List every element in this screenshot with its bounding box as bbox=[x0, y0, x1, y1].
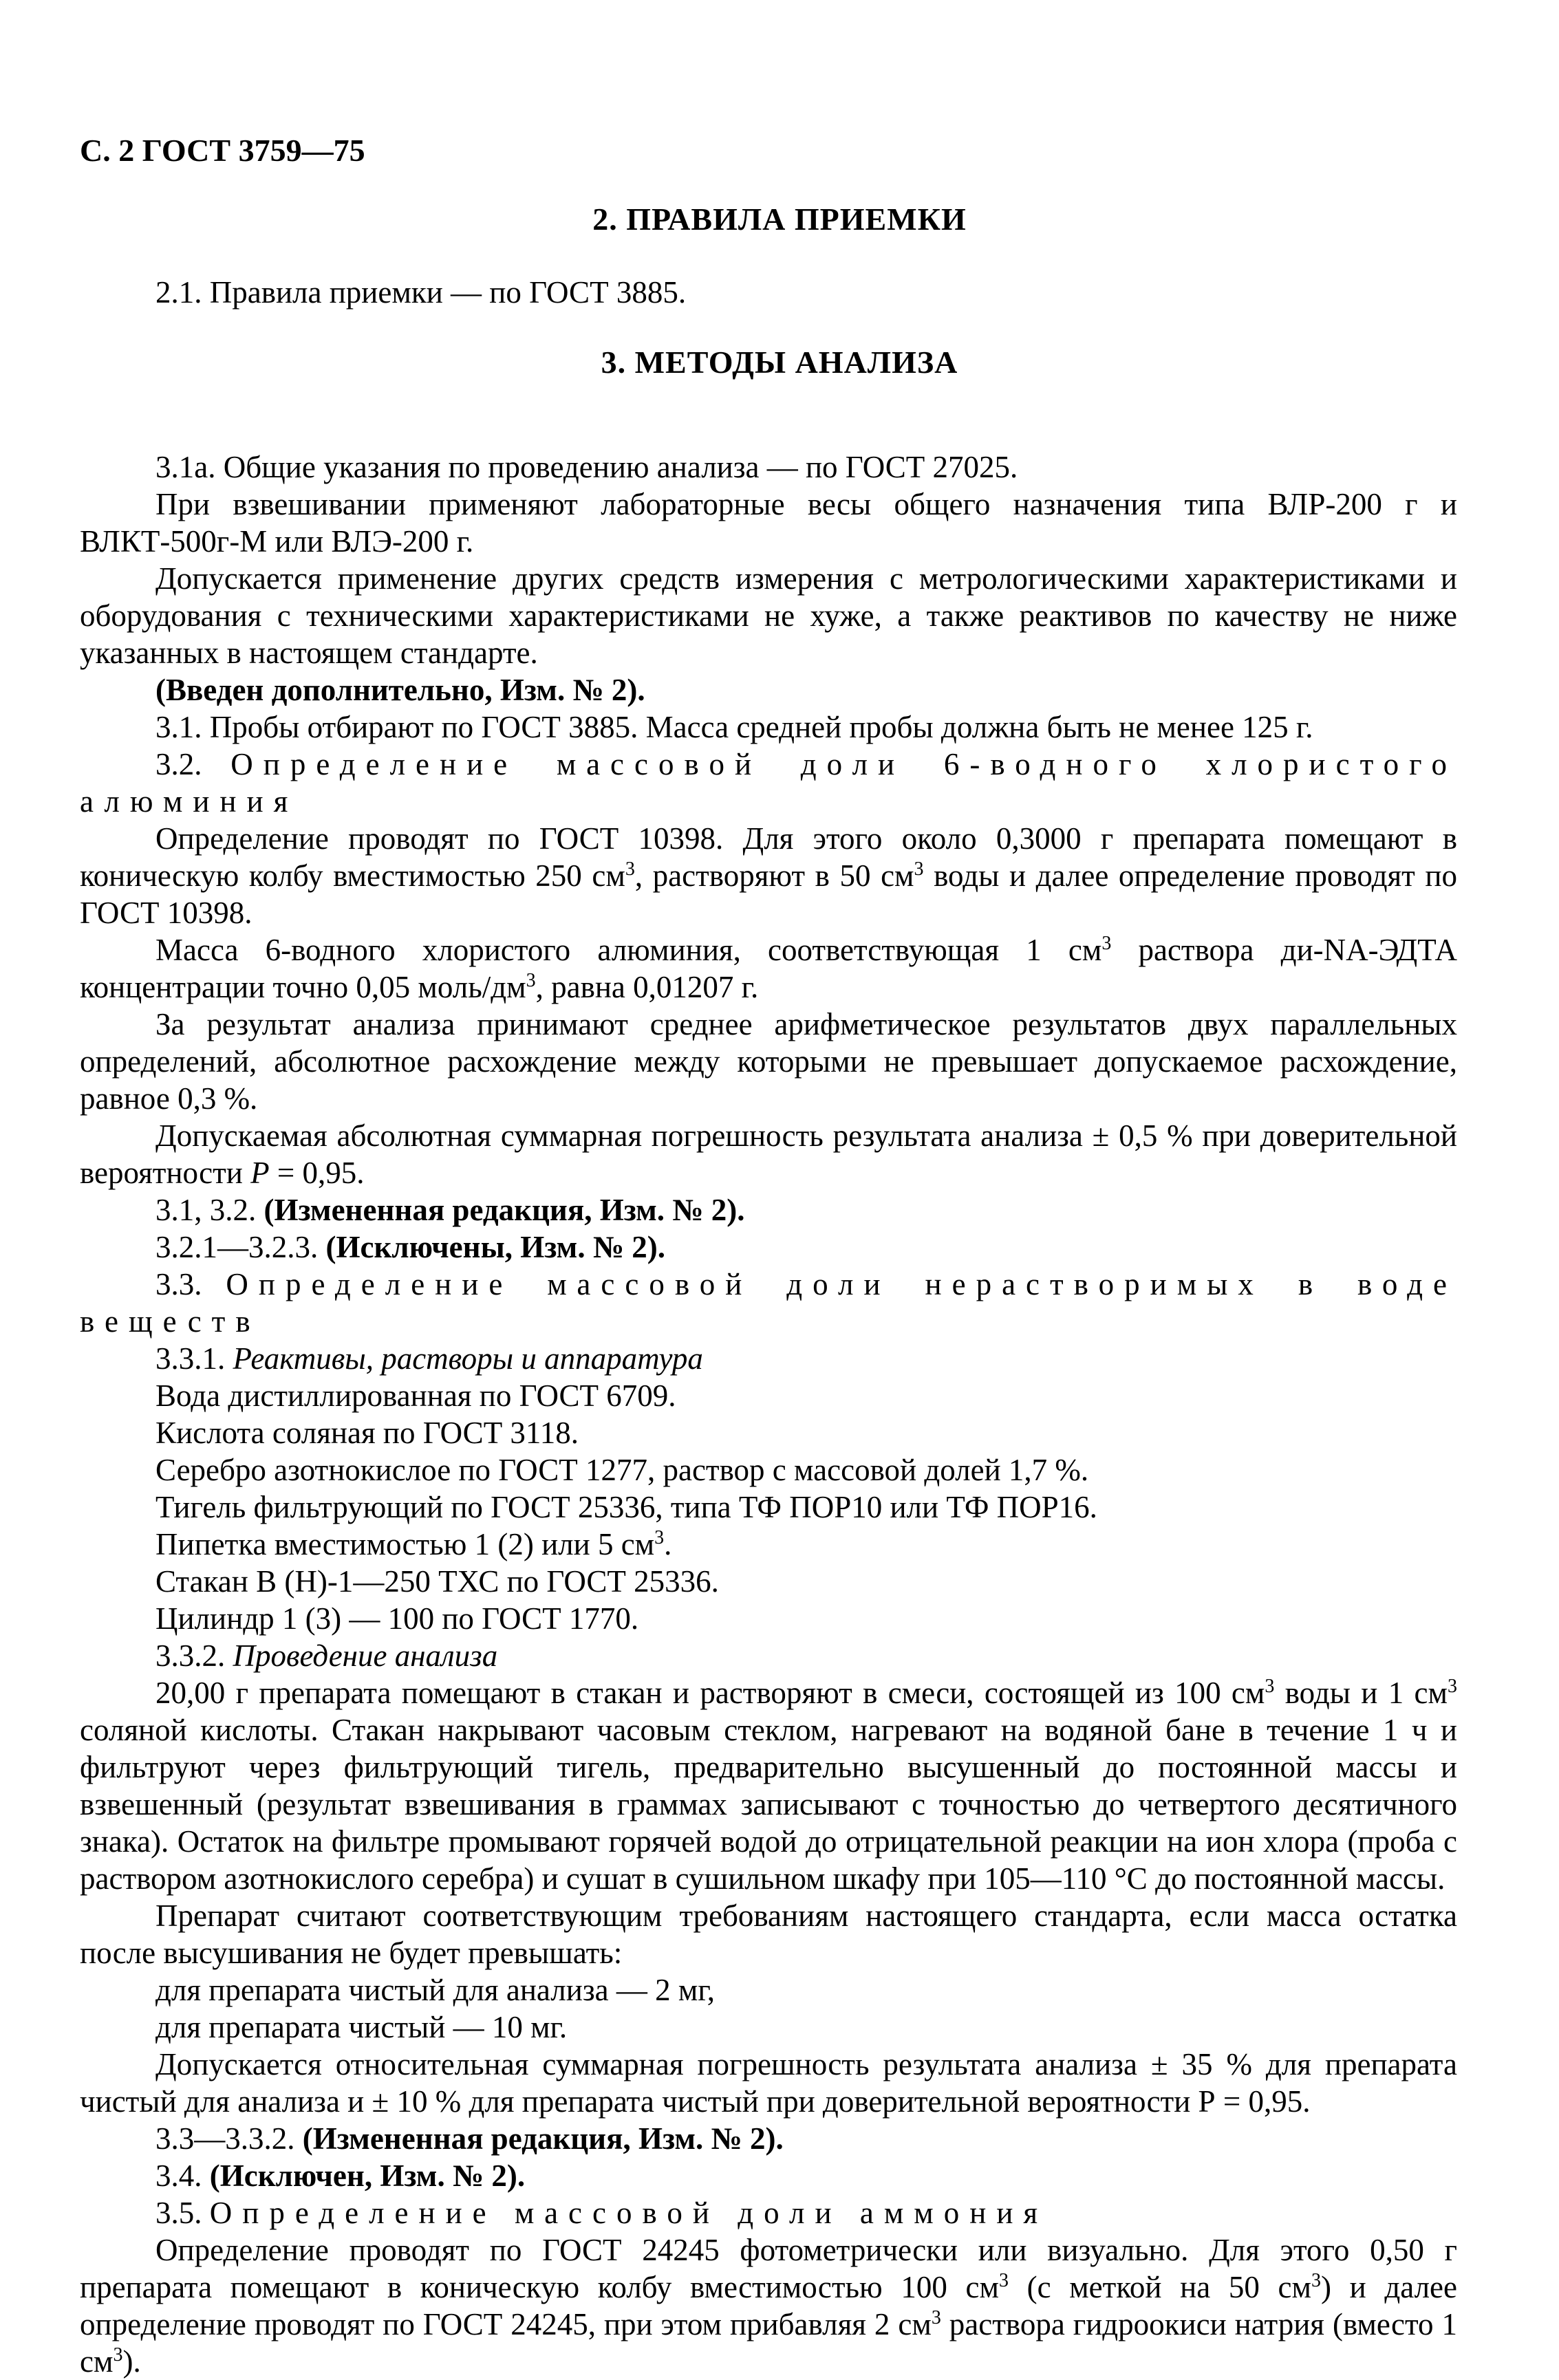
clause-3-3-heading bbox=[80, 1266, 1457, 1340]
superscript: 3 bbox=[914, 858, 924, 880]
clause-3-2-error bbox=[80, 1117, 1457, 1191]
superscript: 3 bbox=[1311, 2270, 1321, 2291]
page-header: С. 2 ГОСТ 3759—75 bbox=[80, 133, 365, 168]
superscript: 3 bbox=[1448, 1676, 1458, 1697]
note-changed-3-1-3-2 bbox=[80, 1191, 1457, 1229]
criterion-item: для препарата чистый для анализа — 2 мг, bbox=[155, 1973, 715, 2007]
section-3-body bbox=[80, 448, 1457, 2380]
text-fragment: воды и далее определение проводят по ГОСТ 10398. bbox=[80, 858, 1457, 930]
clause-number: 3.4. bbox=[155, 2159, 210, 2193]
superscript: 3 bbox=[625, 858, 635, 880]
text-fragment: , растворяют в 50 см bbox=[634, 858, 914, 893]
clause-number: 3.1, 3.2. bbox=[155, 1193, 264, 1227]
section-2-title: 2. ПРАВИЛА ПРИЕМКИ bbox=[592, 202, 967, 237]
clause-title: Реактивы, растворы и аппаратура bbox=[233, 1341, 703, 1376]
superscript: 3 bbox=[654, 1527, 665, 1548]
note-excluded-3-2-1 bbox=[80, 1229, 1457, 1266]
clause-title: Определение массовой доли 6-водного хлористого алюминия bbox=[80, 747, 1457, 819]
criterion-item: для препарата чистый — 10 мг. bbox=[155, 2010, 568, 2044]
reagent-item: Стакан В (Н)-1—250 ТХС по ГОСТ 25336. bbox=[155, 1564, 719, 1599]
analysis-criterion: Препарат считают соответствующим требованиям настоящего стандарта, если масса остатка после высушивания не будет превышать: bbox=[80, 1898, 1457, 1970]
text-fragment: ) и далее определение проводят по ГОСТ 24245, при этом прибавляя 2 см bbox=[80, 2270, 1457, 2341]
text-fragment: соляной кислоты. Стакан накрывают часовым стеклом, нагревают на водяной бане в течение 1 ч и фильтруют через фильтрующий тигель, предварительно высушенный до постоянной массы и взвешенный (результат взвешивания в граммах записывают с точностью до четвертого десятичного знака). Остаток на фильтре промывают горячей водой до отрицательной реакции на ион хлора (проба с раствором азотнокислого серебра) и сушат в сушильном шкафу при 105—110 °С до постоянной массы. bbox=[80, 1713, 1457, 1896]
text-fragment: Масса 6-водного хлористого алюминия, соответствующая 1 см bbox=[155, 933, 1102, 967]
clause-title: Определение массовой доли нерастворимых в воде веществ bbox=[80, 1267, 1457, 1339]
clause-3-3-1-heading bbox=[80, 1340, 1457, 1377]
text-fragment: Пипетка вместимостью 1 (2) или 5 см bbox=[155, 1527, 655, 1561]
clause-number: 3.3—3.3.2. bbox=[155, 2121, 303, 2156]
reagent-item: Кислота соляная по ГОСТ 3118. bbox=[155, 1416, 579, 1450]
reagent-item: Тигель фильтрующий по ГОСТ 25336, типа ТФ ПОР10 или ТФ ПОР16. bbox=[155, 1490, 1097, 1524]
reagent-item: Вода дистиллированная по ГОСТ 6709. bbox=[155, 1378, 676, 1413]
text-fragment: раствора гидроокиси натрия (вместо 1 см bbox=[80, 2307, 1457, 2379]
note-text: (Исключены, Изм. № 2). bbox=[325, 1230, 666, 1264]
note-text: (Измененная редакция, Изм. № 2). bbox=[302, 2121, 784, 2156]
note-changed-3-3 bbox=[80, 2120, 1457, 2157]
reagent-item: Серебро азотнокислое по ГОСТ 1277, раствор с массовой долей 1,7 %. bbox=[155, 1453, 1089, 1487]
clause-3-5-method bbox=[80, 2231, 1457, 2380]
clause-3-2-result: За результат анализа принимают среднее арифметическое результатов двух параллельных определений, абсолютное расхождение между которыми не превышает допускаемое расхождение, равное 0,3 %. bbox=[80, 1007, 1457, 1116]
superscript: 3 bbox=[931, 2307, 941, 2328]
variable-p: Р bbox=[250, 1156, 270, 1190]
clause-3-2-heading bbox=[80, 746, 1457, 820]
clause-3-1: 3.1. Пробы отбирают по ГОСТ 3885. Масса средней пробы должна быть не менее 125 г. bbox=[155, 710, 1313, 744]
section-2-1: 2.1. Правила приемки — по ГОСТ 3885. bbox=[155, 275, 687, 310]
reagent-item bbox=[80, 1526, 1457, 1563]
note-introduced: (Введен дополнительно, Изм. № 2). bbox=[155, 673, 645, 707]
clause-number: 3.5. bbox=[155, 2196, 202, 2230]
clause-title: Определение массовой доли аммония bbox=[209, 2196, 1049, 2230]
superscript: 3 bbox=[113, 2344, 123, 2366]
superscript: 3 bbox=[1265, 1676, 1275, 1697]
clause-3-3-2-heading bbox=[80, 1637, 1457, 1674]
note-text: (Измененная редакция, Изм. № 2). bbox=[264, 1193, 745, 1227]
analysis-procedure bbox=[80, 1674, 1457, 1897]
text-fragment: Определение проводят по ГОСТ 10398. Для этого около 0,3000 г препарата помещают в коническую колбу вместимостью 250 см bbox=[80, 821, 1457, 893]
text-fragment: 20,00 г препарата помещают в стакан и растворяют в смеси, состоящей из 100 см bbox=[155, 1676, 1265, 1710]
clause-3-2-mass bbox=[80, 931, 1457, 1006]
clause-3-1a: 3.1а. Общие указания по проведению анализа — по ГОСТ 27025. bbox=[155, 450, 1018, 484]
text-fragment: раствора ди-NA-ЭДТА концентрации точно 0,05 моль/дм bbox=[80, 933, 1457, 1004]
analysis-error: Допускается относительная суммарная погрешность результата анализа ± 35 % для препарата чистый для анализа и ± 10 % для препарата чистый при доверительной вероятности Р = 0,95. bbox=[80, 2047, 1457, 2119]
text-fragment: ). bbox=[122, 2344, 141, 2379]
note-excluded-3-4 bbox=[80, 2157, 1457, 2194]
text-fragment: , равна 0,01207 г. bbox=[535, 970, 759, 1004]
note-text: (Исключен, Изм. № 2). bbox=[209, 2159, 526, 2193]
clause-number: 3.2. bbox=[155, 747, 202, 781]
clause-number: 3.3.2. bbox=[155, 1638, 233, 1673]
superscript: 3 bbox=[1101, 933, 1112, 954]
reagent-item: Цилиндр 1 (3) — 100 по ГОСТ 1770. bbox=[155, 1601, 639, 1636]
clause-number: 3.3.1. bbox=[155, 1341, 233, 1376]
text-fragment: = 0,95. bbox=[269, 1156, 365, 1190]
superscript: 3 bbox=[998, 2270, 1009, 2291]
clause-3-5-heading bbox=[80, 2194, 1457, 2231]
text-fragment: Допускаемая абсолютная суммарная погрешность результата анализа ± 0,5 % при доверительной вероятности bbox=[80, 1118, 1457, 1190]
clause-number: 3.3. bbox=[155, 1267, 202, 1301]
text-fragment: Определение проводят по ГОСТ 24245 фотометрически или визуально. Для этого 0,50 г препарата помещают в коническую колбу вместимостью 100 см bbox=[80, 2233, 1457, 2304]
text-fragment: (с меткой на 50 см bbox=[1008, 2270, 1311, 2304]
paragraph-allowed: Допускается применение других средств измерения с метрологическими характеристиками и оборудования с техническими характеристиками не хуже, а также реактивов по качеству не ниже указанных в настоящем стандарте. bbox=[80, 561, 1457, 670]
section-3-title: 3. МЕТОДЫ АНАЛИЗА bbox=[601, 345, 958, 380]
clause-number: 3.2.1—3.2.3. bbox=[155, 1230, 326, 1264]
superscript: 3 bbox=[526, 970, 536, 991]
text-fragment: воды и 1 см bbox=[1274, 1676, 1448, 1710]
paragraph-scales: При взвешивании применяют лабораторные весы общего назначения типа ВЛР-200 г и ВЛКТ-500г-М или ВЛЭ-200 г. bbox=[80, 487, 1457, 559]
text-fragment: . bbox=[664, 1527, 672, 1561]
clause-3-2-method bbox=[80, 820, 1457, 931]
clause-title: Проведение анализа bbox=[233, 1638, 498, 1673]
